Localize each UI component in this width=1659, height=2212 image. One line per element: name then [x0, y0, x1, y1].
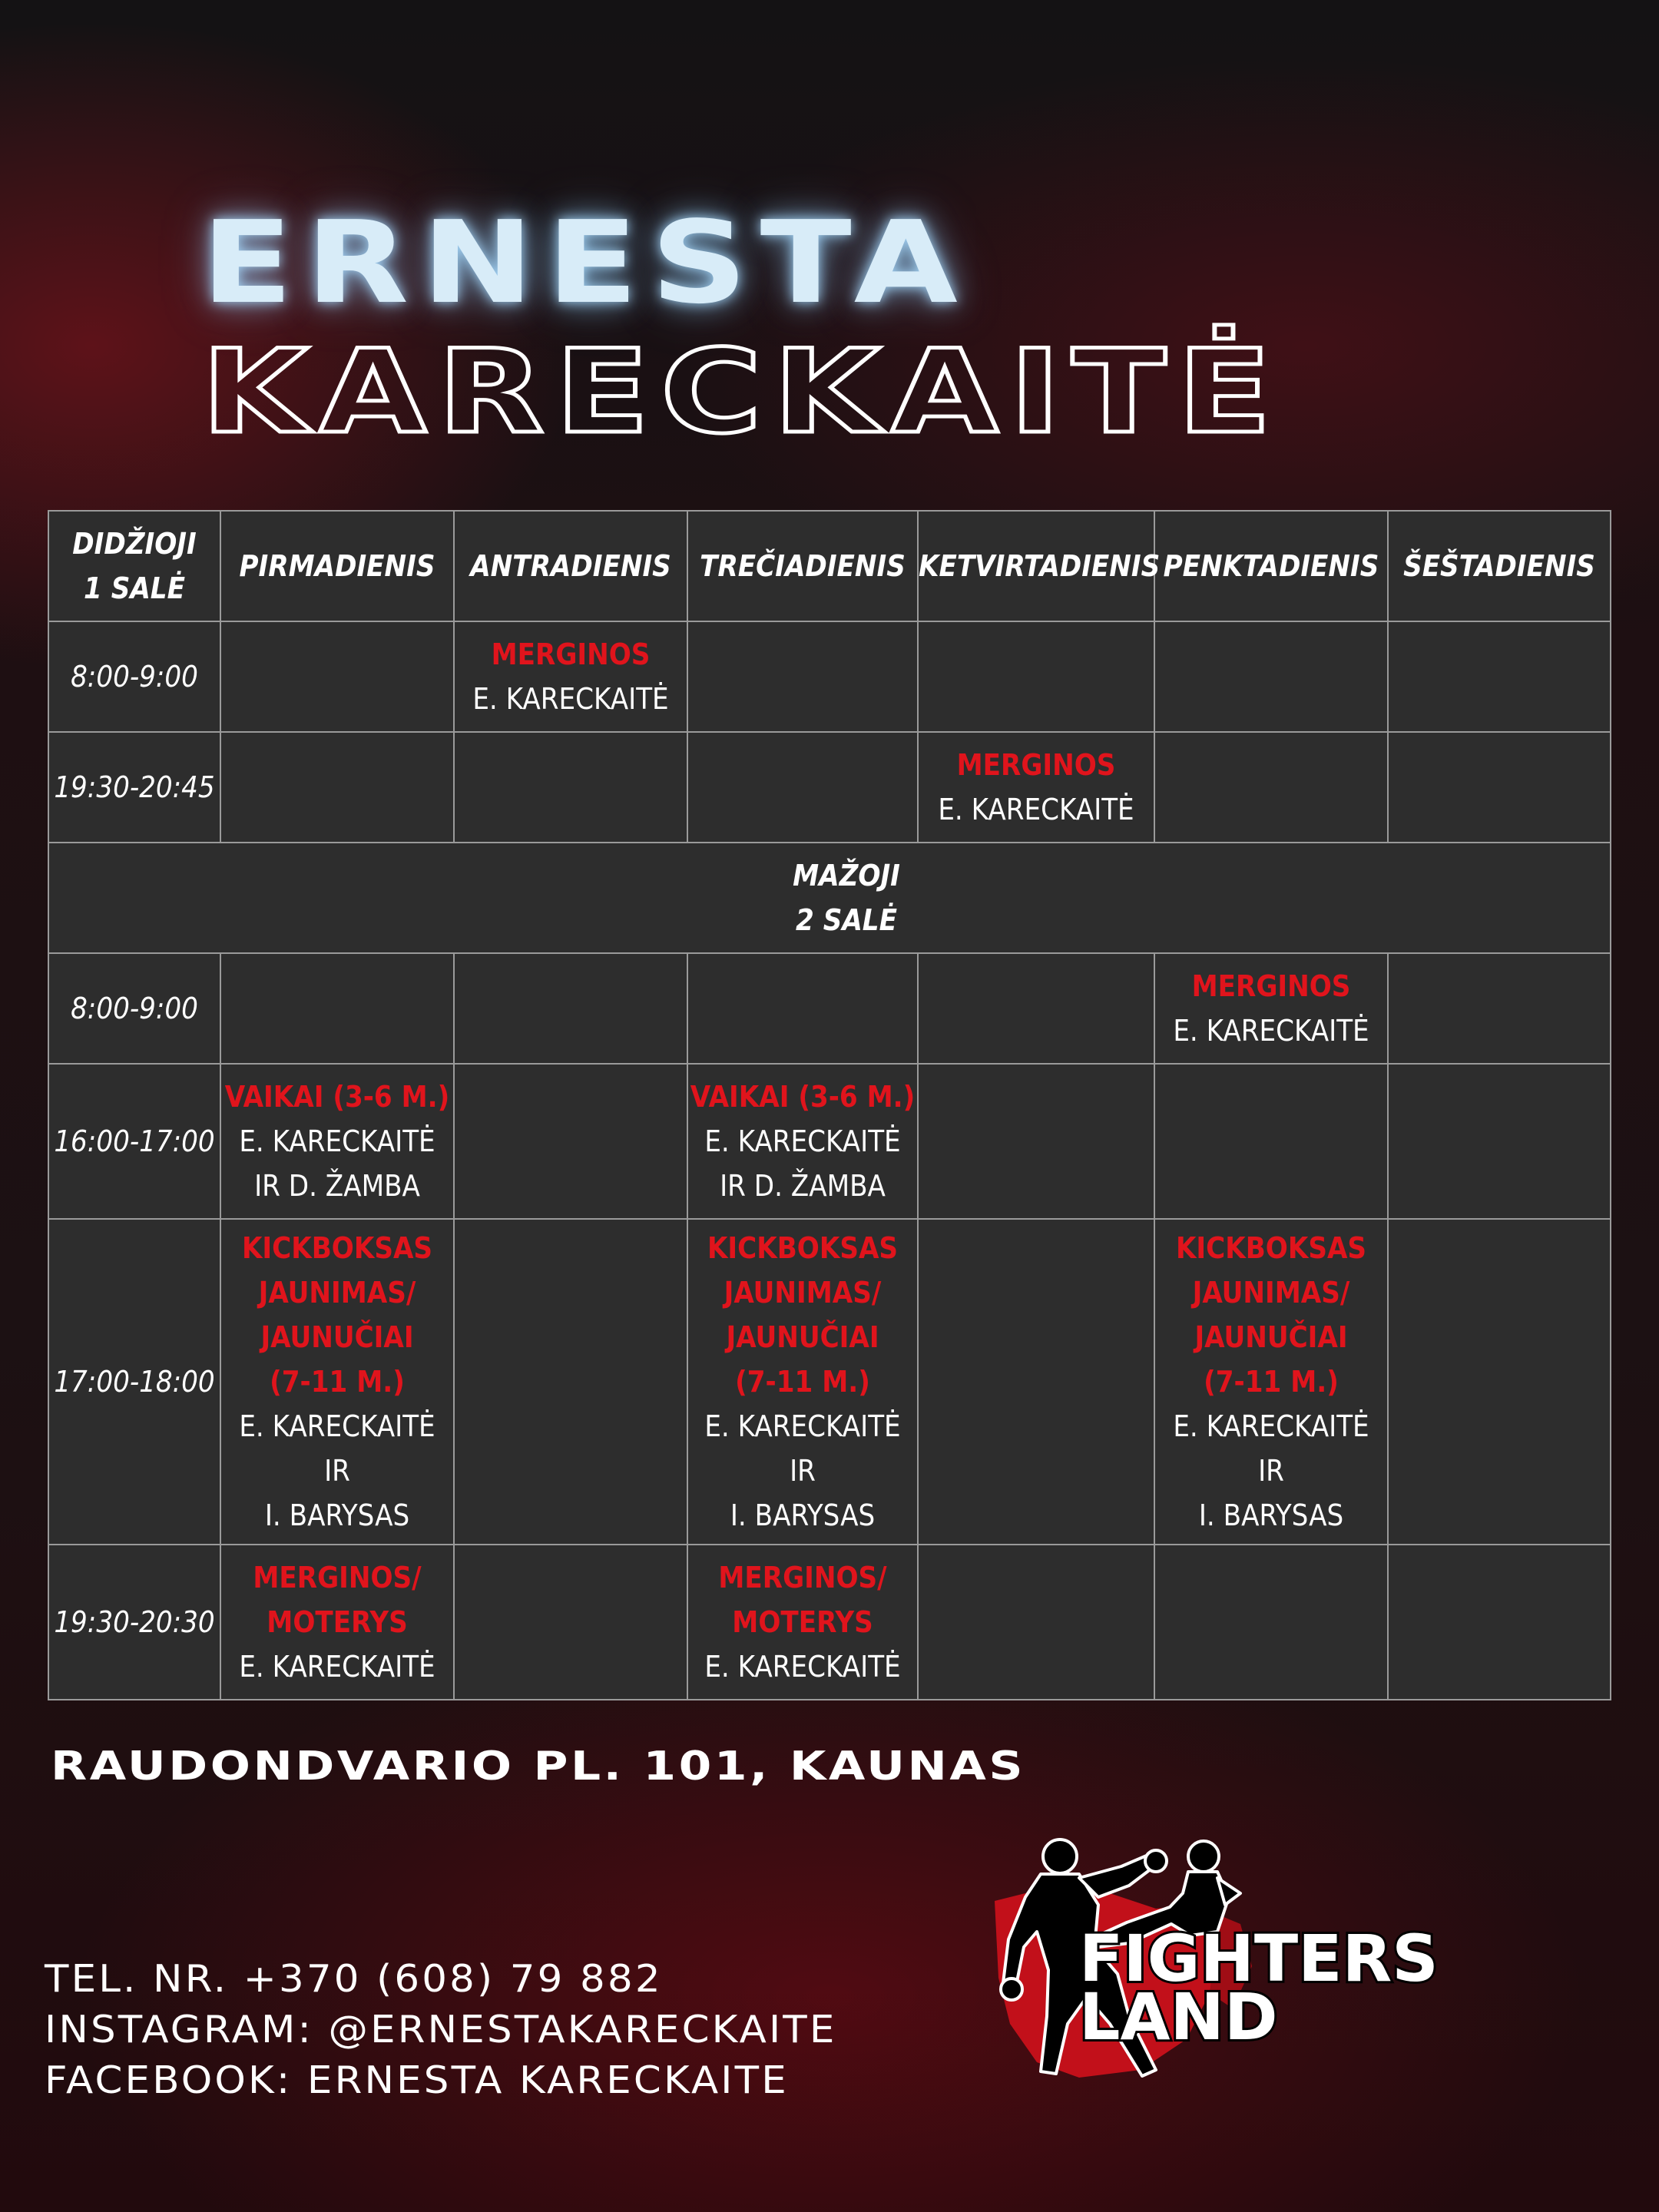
schedule-cell — [1154, 1545, 1388, 1700]
time-cell: 8:00-9:00 — [48, 953, 220, 1064]
coach-name: IR — [324, 1454, 350, 1488]
schedule-cell — [1154, 1219, 1388, 1545]
schedule-cell — [454, 953, 687, 1064]
schedule-cell — [1154, 953, 1388, 1064]
schedule-cell — [220, 732, 454, 843]
schedule-cell — [454, 1545, 687, 1700]
class-name: (7-11 M.) — [270, 1365, 405, 1399]
table-row — [48, 1545, 1611, 1700]
facebook: FACEBOOK: ERNESTA KARECKAITE — [45, 2058, 789, 2102]
coach-name: E. KARECKAITĖ — [1173, 1409, 1369, 1443]
class-name: MERGINOS — [491, 637, 651, 671]
coach-name: E. KARECKAITĖ — [704, 1409, 901, 1443]
coach-name: I. BARYSAS — [730, 1498, 876, 1532]
coach-name: E. KARECKAITĖ — [704, 1650, 901, 1684]
coach-name: IR — [1258, 1454, 1284, 1488]
class-name: JAUNIMAS/ — [724, 1276, 882, 1310]
schedule-cell — [1388, 1219, 1611, 1545]
contacts — [45, 1954, 837, 2106]
table-row — [48, 621, 1611, 732]
schedule-cell — [1154, 732, 1388, 843]
coach-name: I. BARYSAS — [1198, 1498, 1344, 1532]
day-header: ŠEŠTADIENIS — [1388, 511, 1611, 621]
logo-line1: FIGHTERS — [1079, 1921, 1439, 1996]
schedule-cell — [687, 1064, 918, 1219]
address: RAUDONDVARIO PL. 101, KAUNAS — [51, 1743, 1026, 1790]
class-name: MOTERYS — [267, 1605, 408, 1639]
class-name: MOTERYS — [732, 1605, 873, 1639]
class-name: JAUNIMAS/ — [258, 1276, 416, 1310]
hall2-rows — [48, 953, 1611, 1700]
coach-name: IR D. ŽAMBA — [254, 1169, 420, 1203]
schedule-cell — [918, 953, 1154, 1064]
class-name: (7-11 M.) — [1204, 1365, 1339, 1399]
class-name: KICKBOKSAS — [241, 1231, 433, 1265]
day-header: ANTRADIENIS — [454, 511, 687, 621]
time-cell: 19:30-20:30 — [48, 1545, 220, 1700]
coach-name: IR D. ŽAMBA — [720, 1169, 886, 1203]
schedule-cell — [918, 621, 1154, 732]
schedule-header-row — [48, 511, 1611, 621]
schedule-cell — [1388, 732, 1611, 843]
class-name: KICKBOKSAS — [1175, 1231, 1367, 1265]
logo-text — [1079, 1921, 1439, 2055]
day-header: PIRMADIENIS — [220, 511, 454, 621]
coach-name: E. KARECKAITĖ — [239, 1650, 435, 1684]
schedule-cell — [687, 1545, 918, 1700]
class-name: VAIKAI (3-6 M.) — [690, 1080, 916, 1114]
schedule-cell — [1388, 1545, 1611, 1700]
coach-name: E. KARECKAITĖ — [1173, 1014, 1369, 1048]
class-name: MERGINOS/ — [253, 1561, 422, 1594]
schedule-cell — [687, 621, 918, 732]
schedule-cell — [1154, 1064, 1388, 1219]
class-name: JAUNIMAS/ — [1192, 1276, 1350, 1310]
schedule-cell — [454, 1219, 687, 1545]
phone: TEL. NR. +370 (608) 79 882 — [45, 1957, 663, 2001]
schedule-cell — [220, 1219, 454, 1545]
schedule-cell — [454, 732, 687, 843]
class-name: (7-11 M.) — [735, 1365, 870, 1399]
day-header: TREČIADIENIS — [687, 511, 918, 621]
schedule-cell — [220, 953, 454, 1064]
table-row — [48, 732, 1611, 843]
schedule-cell — [220, 1545, 454, 1700]
coach-name: E. KARECKAITĖ — [239, 1409, 435, 1443]
class-name: JAUNUČIAI — [726, 1320, 879, 1354]
hall2-label: MAŽOJI 2 SALĖ — [48, 843, 1611, 953]
logo-line2: LAND — [1079, 1979, 1278, 2055]
coach-name: E. KARECKAITĖ — [239, 1124, 435, 1158]
schedule-cell — [1388, 1064, 1611, 1219]
schedule-cell — [687, 953, 918, 1064]
coach-name: I. BARYSAS — [264, 1498, 410, 1532]
title-last-name: KARECKAITĖ — [201, 326, 1283, 459]
hall2-label-row — [48, 843, 1611, 953]
table-row — [48, 1219, 1611, 1545]
time-cell: 17:00-18:00 — [48, 1219, 220, 1545]
schedule-cell — [1388, 953, 1611, 1064]
time-cell: 19:30-20:45 — [48, 732, 220, 843]
title-first-name: ERNESTA — [201, 197, 971, 329]
schedule-cell — [220, 1064, 454, 1219]
schedule-cell — [687, 732, 918, 843]
schedule-cell — [220, 621, 454, 732]
coach-name: E. KARECKAITĖ — [704, 1124, 901, 1158]
class-name: MERGINOS — [1191, 969, 1351, 1003]
coach-name: IR — [790, 1454, 816, 1488]
class-name: MERGINOS/ — [718, 1561, 887, 1594]
instagram: INSTAGRAM: @ERNESTAKARECKAITE — [45, 2008, 837, 2051]
class-name: MERGINOS — [956, 748, 1116, 782]
schedule-cell — [918, 1064, 1154, 1219]
schedule-cell — [1154, 621, 1388, 732]
day-header: KETVIRTADIENIS — [918, 511, 1154, 621]
schedule-table — [48, 510, 1611, 1700]
time-cell: 8:00-9:00 — [48, 621, 220, 732]
class-name: VAIKAI (3-6 M.) — [224, 1080, 450, 1114]
class-name: JAUNUČIAI — [1194, 1320, 1348, 1354]
class-name: JAUNUČIAI — [260, 1320, 414, 1354]
schedule-cell — [918, 732, 1154, 843]
schedule-cell — [454, 1064, 687, 1219]
schedule-cell — [918, 1545, 1154, 1700]
schedule-cell — [454, 621, 687, 732]
hall1-rows — [48, 621, 1611, 843]
time-cell: 16:00-17:00 — [48, 1064, 220, 1219]
coach-name: E. KARECKAITĖ — [938, 793, 1134, 826]
hall1-label: DIDŽIOJI 1 SALĖ — [48, 511, 220, 621]
table-row — [48, 953, 1611, 1064]
coach-name: E. KARECKAITĖ — [472, 682, 669, 716]
schedule-cell — [687, 1219, 918, 1545]
day-header: PENKTADIENIS — [1154, 511, 1388, 621]
schedule-cell — [918, 1219, 1154, 1545]
schedule-cell — [1388, 621, 1611, 732]
table-row — [48, 1064, 1611, 1219]
class-name: KICKBOKSAS — [707, 1231, 899, 1265]
